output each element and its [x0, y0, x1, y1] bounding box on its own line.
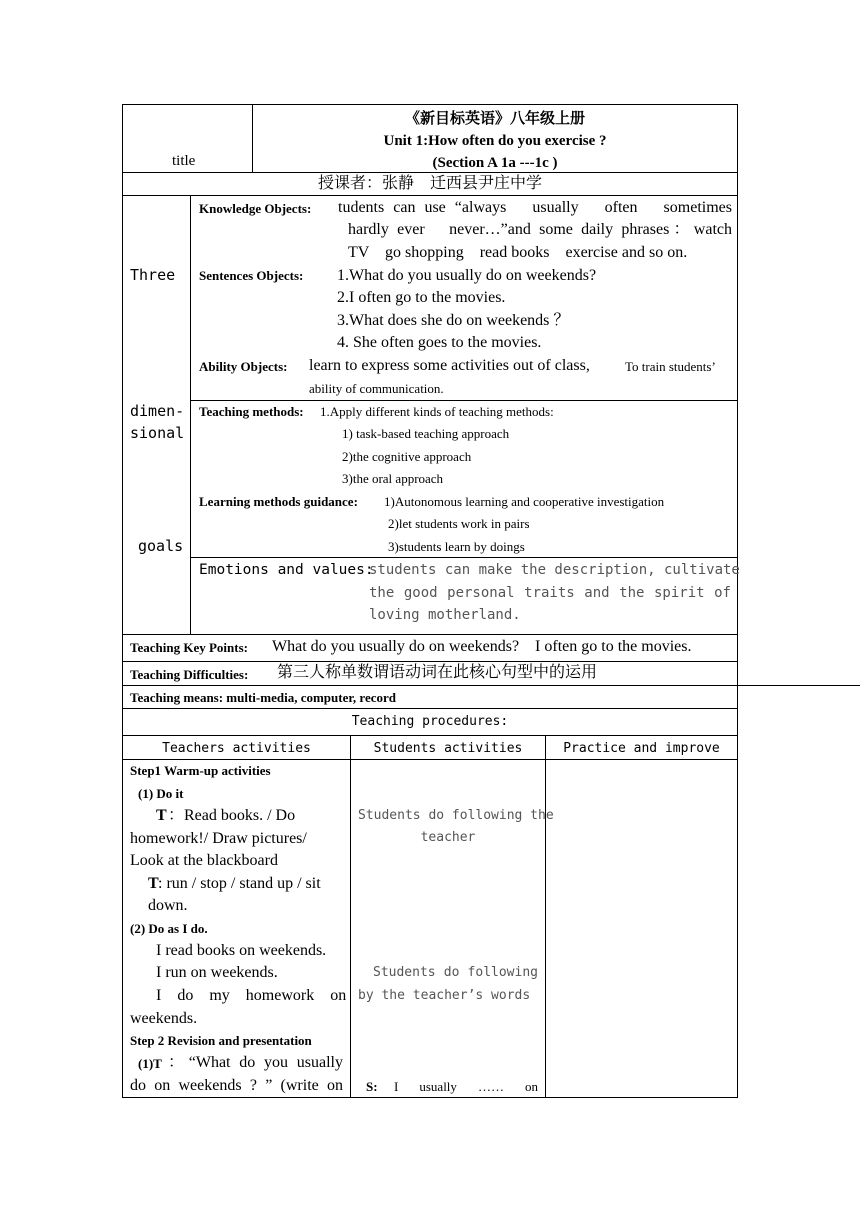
- t1-line-3: Look at the blackboard: [130, 852, 278, 869]
- student-activity-2-line-1: Students do following: [373, 965, 538, 980]
- ability-objects-label: Ability Objects:: [199, 359, 288, 374]
- goals-label-line-4: goals: [138, 537, 184, 555]
- student-activity-2-line-2: by the teacher’s words: [358, 988, 531, 1003]
- ability-text: learn to express some activities out of class,: [309, 357, 590, 374]
- example-3b: weekends.: [130, 1010, 198, 1027]
- difficulties-text: 第三人称单数谓语动词在此核心句型中的运用: [277, 664, 598, 681]
- learning-methods-line-2: 2)let students work in pairs: [388, 516, 530, 531]
- sentence-line-3: 3.What does she do on weekends ？: [337, 312, 570, 329]
- example-3a: I do my homework on: [156, 987, 347, 1004]
- do-as-heading: (2) Do as I do.: [130, 921, 208, 936]
- t2-line-2: down.: [148, 897, 188, 914]
- goals-label-line-3: sional: [130, 424, 185, 442]
- teaching-methods-label: Teaching methods:: [199, 404, 304, 419]
- teaching-means: Teaching means: multi-media, computer, record: [130, 690, 396, 705]
- student-activity-1-line-2: teacher: [420, 830, 476, 845]
- goals-label-line-1: Three: [130, 266, 176, 284]
- column-header-practice: Practice and improve: [563, 741, 720, 756]
- goals-label-line-2: dimen-: [130, 402, 185, 420]
- t2-label: T: [148, 875, 159, 892]
- emotions-line-1: students can make the description, cultivate: [369, 562, 740, 578]
- document-title: [253, 108, 737, 174]
- emotions-line-2: the good personal traits and the spirit of: [369, 585, 731, 601]
- title-line-3: (Section A 1a ---1c ): [432, 155, 558, 171]
- ability-text-small: To train students’: [625, 359, 716, 374]
- knowledge-line-3: TV go shopping read books exercise and so on.: [348, 244, 688, 261]
- question-line-1: ：“What do you usually: [168, 1054, 343, 1071]
- sentence-line-1: 1.What do you usually do on weekends?: [337, 267, 597, 284]
- teaching-methods-line-3: 2)the cognitive approach: [342, 449, 472, 464]
- title-line-1: 《新目标英语》八年级上册: [404, 111, 585, 127]
- t1-label: T: [156, 807, 167, 824]
- student-activity-1-line-1: Students do following the: [358, 808, 554, 823]
- key-points-text: What do you usually do on weekends? I often go to the movies.: [272, 638, 692, 655]
- step1-heading: Step1 Warm-up activities: [130, 763, 271, 778]
- learning-methods-label: Learning methods guidance:: [199, 494, 358, 509]
- step2-heading: Step 2 Revision and presentation: [130, 1033, 312, 1048]
- learning-methods-line-1: 1)Autonomous learning and cooperative investigation: [384, 494, 665, 509]
- t2-line-1: : run / stop / stand up / sit: [158, 875, 321, 892]
- knowledge-objects-label: Knowledge Objects:: [199, 201, 312, 216]
- t1-line-2: homework!/ Draw pictures/: [130, 830, 307, 847]
- title-label: title: [172, 153, 196, 169]
- teaching-methods-line-1: 1.Apply different kinds of teaching methods:: [320, 404, 554, 419]
- teacher-line: 授课者：张静 迁西县尹庄中学: [317, 175, 542, 192]
- learning-methods-line-3: 3)students learn by doings: [388, 539, 525, 554]
- procedures-title: Teaching procedures:: [351, 714, 509, 729]
- question-line-2: do on weekends ? ” (write on: [130, 1077, 343, 1094]
- emotions-label: Emotions and values:: [199, 562, 374, 578]
- key-points-label: Teaching Key Points:: [130, 640, 248, 655]
- sentences-objects-label: Sentences Objects:: [199, 268, 304, 283]
- title-line-2: Unit 1:How often do you exercise ?: [383, 133, 607, 149]
- t1-line-1: ：Read books. / Do: [168, 807, 296, 824]
- question-label: (1)T: [138, 1056, 162, 1071]
- sentence-line-2: 2.I often go to the movies.: [337, 289, 506, 306]
- do-it-heading: (1) Do it: [138, 786, 184, 801]
- student-activity-3-label: S:: [366, 1079, 378, 1094]
- teaching-methods-line-4: 3)the oral approach: [342, 471, 444, 486]
- difficulties-label: Teaching Difficulties:: [130, 667, 249, 682]
- example-1: I read books on weekends.: [156, 942, 327, 959]
- knowledge-line-1: tudents can use “always usually often sometimes: [338, 199, 732, 216]
- ability-line-2: ability of communication.: [309, 381, 444, 396]
- column-header-teachers: Teachers activities: [162, 741, 311, 756]
- knowledge-line-2: hardly ever never…”and some daily phrases：watch: [348, 221, 732, 238]
- teaching-methods-line-2: 1) task-based teaching approach: [342, 426, 510, 441]
- sentence-line-4: 4. She often goes to the movies.: [337, 334, 542, 351]
- column-header-students: Students activities: [373, 741, 523, 756]
- student-activity-3-text: I usually …… on: [394, 1079, 538, 1094]
- example-2: I run on weekends.: [156, 964, 278, 981]
- emotions-line-3: loving motherland.: [369, 607, 521, 623]
